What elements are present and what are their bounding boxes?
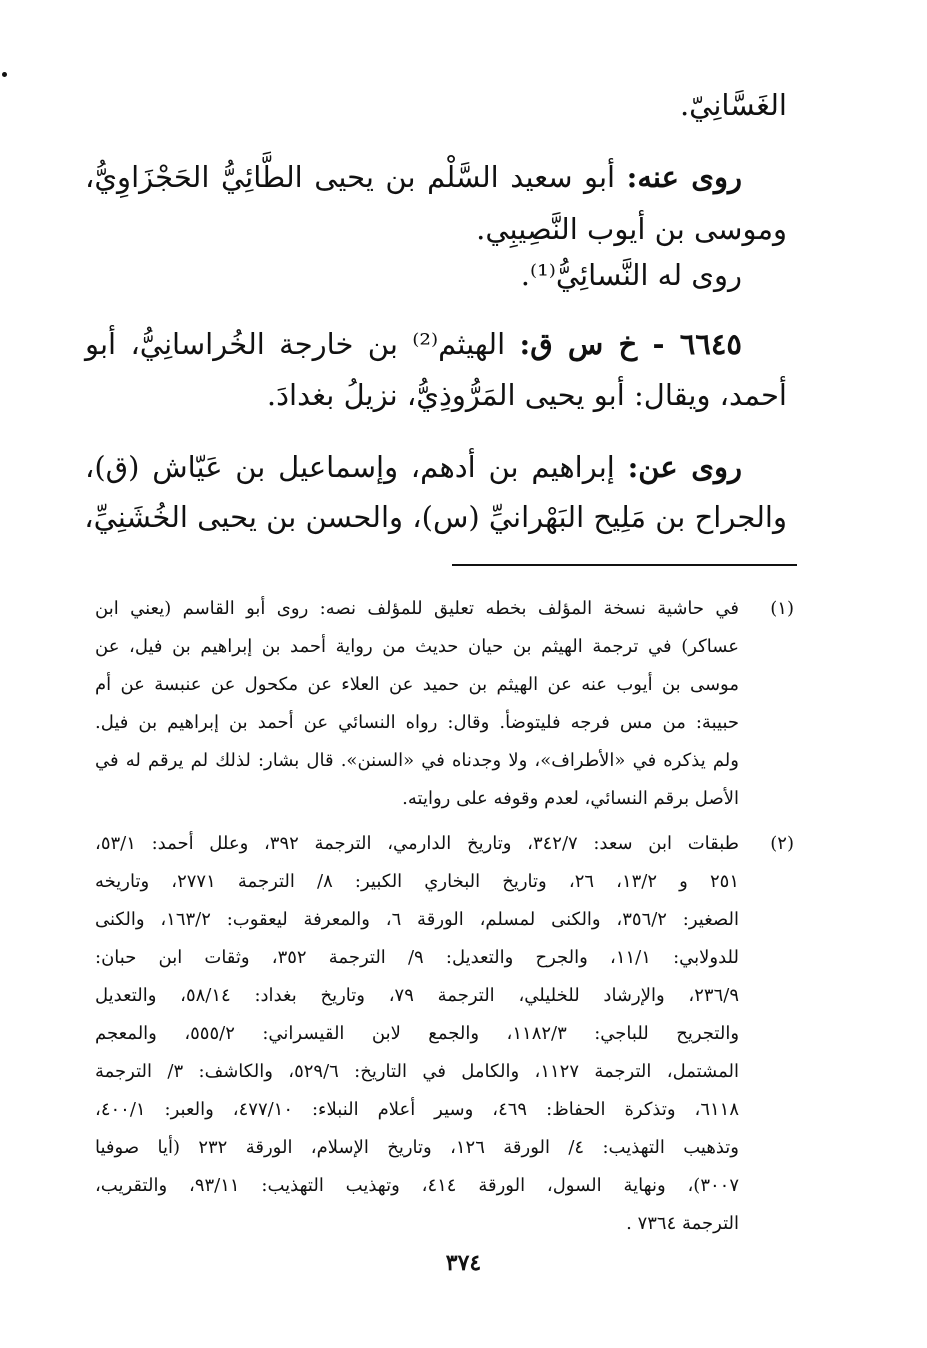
footnote-2-line: والتجريح للباجي: ١١٨٢/٣، والجمع لابن القيسراني: ٥٥٥/٢، والمعجم [95, 1023, 740, 1044]
footnote-2-line: ٢٣٦/٩، والإرشاد للخليلي، الترجمة ٧٩، وتاريخ بغداد: ٥٨/١٤، والتعديل [95, 985, 739, 1006]
footnote-1-line: عساكر) في ترجمة الهيثم بن حيان حديث من رواية أحمد بن إبراهيم بن فيل، عن [95, 636, 739, 657]
footnote-separator [452, 564, 797, 566]
narrators-from-label: روى عنه: [626, 160, 742, 194]
narrated-from-text: إبراهيم بن أدهم، وإسماعيل بن عَيّاش (ق)، [85, 450, 628, 484]
footnote-2-line: ٢٥١ و ١٣/٢، ٢٦، وتاريخ البخاري الكبير: ٨/ الترجمة ٢٧٧١، وتاريخه [95, 871, 739, 892]
footnote-1-line: موسى بن أيوب عنه عن الهيثم بن حميد عن العلاء عن مكحول عن عنبسة عن أم [95, 674, 739, 695]
main-line-1: الغَسَّانِيّ. [679, 88, 787, 122]
main-line-5 [85, 327, 742, 362]
footnote-1-line: حبيبة: من مس فرجه فليتوضأ. وقال: رواه النسائي عن أحمد بن إبراهيم بن فيل. [95, 712, 739, 733]
main-line-3: وموسى بن أيوب النَّصِيبِي. [476, 212, 787, 246]
footnote-2-line: المشتمل، الترجمة ١١٢٧، والكامل في التاريخ: ٥٢٩/٦، والكاشف: ٣/ الترجمة [95, 1061, 739, 1082]
main-line-4: روى له النَّسائِيُّ⁽¹⁾. [520, 258, 742, 292]
main-line-6: أحمد، ويقال: أبو يحيى المَرُّوذِيُّ، نزيلُ بغدادَ. [266, 378, 787, 412]
footnote-1-number: (١) [770, 598, 794, 619]
footnote-1-line: ولم يذكره في «الأطراف»، ولا وجدناه في «السنن». قال بشار: لذلك لم يرقم له في [95, 750, 739, 771]
footnote-2-line: ٦١١٨، وتذكرة الحفاظ: ٤٦٩، وسير أعلام النبلاء: ٤٧٧/١٠، والعبر: ٤٠٠/١، [95, 1099, 739, 1120]
entry-heading-text: الهيثم⁽²⁾ بن خارجة الخُراسانِيُّ، أبو [85, 327, 520, 361]
footnote-1-line: في حاشية نسخة المؤلف بخطه تعليق للمؤلف نصه: روى أبو القاسم (يعني ابن [95, 598, 739, 619]
footnote-2-line: وتذهيب التهذيب: ٤/ الورقة ١٢٦، وتاريخ الإسلام، الورقة ٢٣٢ (أيا صوفيا [95, 1137, 739, 1158]
footnote-2-line: ٣٠٠٧)، ونهاية السول، الورقة ٤١٤، وتهذيب التهذيب: ٩٣/١١، والتقريب، [95, 1175, 739, 1196]
narrated-from-label: روى عن: [627, 450, 742, 484]
main-line-7 [85, 450, 742, 485]
footnote-2-number: (٢) [770, 833, 794, 854]
main-line-2 [85, 160, 742, 195]
footnote-2-line: الترجمة ٧٣٦٤ . [626, 1213, 739, 1234]
footnote-2-line: الصغير: ٣٥٦/٢، والكنى لمسلم، الورقة ٦، والمعرفة ليعقوب: ١٦٣/٢، والكنى [95, 909, 739, 930]
footnote-2-line: طبقات ابن سعد: ٣٤٢/٧، وتاريخ الدارمي، الترجمة ٣٩٢، وعلل أحمد: ٥٣/١، [95, 833, 739, 854]
footnote-2-line: للدولابي: ١١/١، والجرح والتعديل: ٩/ الترجمة ٣٥٢، وثقات ابن حبان: [95, 947, 739, 968]
footnote-1-line: الأصل برقم النسائي، لعدم وقوفه على روايته. [402, 788, 739, 809]
main-line-8: والجراح بن مَلِيح البَهْرانيِّ (س)، والحسن بن يحيى الخُشَنِيِّ، [84, 500, 787, 534]
entry-number-label: ٦٦٤٥ - خ س ق: [519, 327, 742, 361]
narrators-from-text: أبو سعيد السَّلْم بن يحيى الطَّائِيُّ الحَجْزَاوِيُّ، [85, 160, 627, 194]
margin-dot [2, 72, 7, 77]
page-number: ٣٧٤ [445, 1250, 482, 1276]
